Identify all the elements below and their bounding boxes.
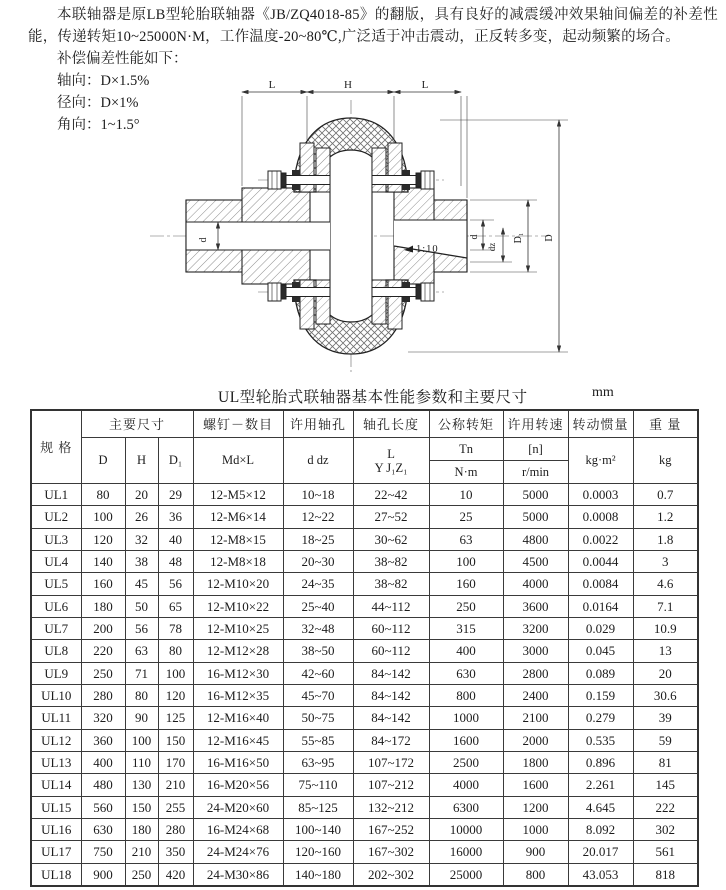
table-header xyxy=(31,410,698,484)
table-cell: 4000 xyxy=(503,573,568,595)
col-inertia: 转动惯量 xyxy=(568,410,633,438)
table-cell: 16-M20×56 xyxy=(193,774,283,796)
table-cell: 12-M16×45 xyxy=(193,729,283,751)
table-cell: 84~142 xyxy=(353,707,429,729)
table-cell: 320 xyxy=(81,707,125,729)
table-cell: 24-M30×86 xyxy=(193,863,283,886)
table-cell: 800 xyxy=(503,863,568,886)
table-cell: 120 xyxy=(81,528,125,550)
table-cell: 30~62 xyxy=(353,528,429,550)
table-row xyxy=(31,528,698,550)
table-row xyxy=(31,506,698,528)
table-cell: UL2 xyxy=(31,506,81,528)
table-cell: 18~25 xyxy=(283,528,353,550)
table-cell: UL3 xyxy=(31,528,81,550)
table-cell: 36 xyxy=(158,506,193,528)
table-cell: 84~172 xyxy=(353,729,429,751)
table-cell: 250 xyxy=(429,595,503,617)
table-cell: 160 xyxy=(429,573,503,595)
table-cell: 48 xyxy=(158,550,193,572)
table-cell: 5000 xyxy=(503,484,568,506)
table-cell: 315 xyxy=(429,617,503,639)
table-cell: 630 xyxy=(81,818,125,840)
table-cell: 12-M8×18 xyxy=(193,550,283,572)
table-row xyxy=(31,662,698,684)
table-cell: 0.279 xyxy=(568,707,633,729)
table-cell: 63 xyxy=(429,528,503,550)
table-row xyxy=(31,617,698,639)
table-cell: 16-M24×68 xyxy=(193,818,283,840)
table-cell: 100~140 xyxy=(283,818,353,840)
table-row xyxy=(31,729,698,751)
dim-dz: dz xyxy=(487,242,497,252)
table-cell: 1.2 xyxy=(633,506,698,528)
table-cell: UL7 xyxy=(31,617,81,639)
table-cell: 2000 xyxy=(503,729,568,751)
table-cell: 24~35 xyxy=(283,573,353,595)
table-cell: 38 xyxy=(125,550,158,572)
table-cell: 280 xyxy=(81,684,125,706)
table-cell: 1.8 xyxy=(633,528,698,550)
table-cell: 12-M5×12 xyxy=(193,484,283,506)
col-screws-sub: Md×L xyxy=(193,438,283,484)
taper-label: 1:10 xyxy=(416,244,439,255)
radial-spec: 径向：D×1% xyxy=(57,95,139,111)
table-cell: 145 xyxy=(633,774,698,796)
table-cell: 43.053 xyxy=(568,863,633,886)
table-cell: 107~212 xyxy=(353,774,429,796)
col-weight-unit: kg xyxy=(633,438,698,484)
table-cell: 30.6 xyxy=(633,684,698,706)
table-row xyxy=(31,595,698,617)
table-cell: 120 xyxy=(158,684,193,706)
table-cell: 25~40 xyxy=(283,595,353,617)
table-cell: 13 xyxy=(633,640,698,662)
technical-drawing xyxy=(0,78,726,388)
table-cell: 4800 xyxy=(503,528,568,550)
table-cell: UL1 xyxy=(31,484,81,506)
table-cell: 50~75 xyxy=(283,707,353,729)
table-cell: 12-M10×25 xyxy=(193,617,283,639)
col-screws: 螺钉－数目 xyxy=(193,410,283,438)
table-cell: 29 xyxy=(158,484,193,506)
table-cell: 2100 xyxy=(503,707,568,729)
table-cell: UL6 xyxy=(31,595,81,617)
table-cell: 0.0022 xyxy=(568,528,633,550)
table-cell: 4.645 xyxy=(568,796,633,818)
table-cell: 4500 xyxy=(503,550,568,572)
col-speed-sym: [n] xyxy=(503,438,568,461)
table-unit: mm xyxy=(592,385,614,400)
table-cell: UL14 xyxy=(31,774,81,796)
table-row xyxy=(31,707,698,729)
table-cell: 80 xyxy=(158,640,193,662)
table-cell: 750 xyxy=(81,841,125,863)
table-cell: 170 xyxy=(158,751,193,773)
table-cell: 84~142 xyxy=(353,662,429,684)
col-speed-unit: r/min xyxy=(503,461,568,484)
table-cell: 38~82 xyxy=(353,550,429,572)
dim-D: D xyxy=(544,234,555,242)
table-cell: UL18 xyxy=(31,863,81,886)
table-cell: 12-M10×22 xyxy=(193,595,283,617)
table-cell: UL4 xyxy=(31,550,81,572)
table-cell: 200 xyxy=(81,617,125,639)
col-H: H xyxy=(125,438,158,484)
table-cell: UL10 xyxy=(31,684,81,706)
table-cell: 0.029 xyxy=(568,617,633,639)
dim-H: H xyxy=(344,79,352,91)
table-cell: 250 xyxy=(81,662,125,684)
inner-sleeve xyxy=(330,150,372,322)
table-cell: 561 xyxy=(633,841,698,863)
table-cell: 120~160 xyxy=(283,841,353,863)
table-cell: 110 xyxy=(125,751,158,773)
table-row xyxy=(31,863,698,886)
table-cell: 71 xyxy=(125,662,158,684)
spec-table xyxy=(30,409,699,887)
col-torque: 公称转矩 xyxy=(429,410,503,438)
table-cell: UL11 xyxy=(31,707,81,729)
table-cell: UL17 xyxy=(31,841,81,863)
table-cell: 12~22 xyxy=(283,506,353,528)
table-cell: 63 xyxy=(125,640,158,662)
table-cell: 56 xyxy=(158,573,193,595)
table-cell: 32~48 xyxy=(283,617,353,639)
table-cell: 16-M16×50 xyxy=(193,751,283,773)
col-bore-len-sub xyxy=(353,438,429,484)
table-cell: 0.159 xyxy=(568,684,633,706)
table-cell: 1000 xyxy=(503,818,568,840)
table-cell: 560 xyxy=(81,796,125,818)
table-cell: 3 xyxy=(633,550,698,572)
dim-L-right: L xyxy=(421,79,429,91)
table-cell: 65 xyxy=(158,595,193,617)
table-cell: 16000 xyxy=(429,841,503,863)
table-cell: 150 xyxy=(125,796,158,818)
table-cell: 130 xyxy=(125,774,158,796)
table-cell: 0.0084 xyxy=(568,573,633,595)
table-cell: 38~82 xyxy=(353,573,429,595)
table-cell: 2400 xyxy=(503,684,568,706)
table-cell: 0.0003 xyxy=(568,484,633,506)
table-cell: 3000 xyxy=(503,640,568,662)
table-cell: 2800 xyxy=(503,662,568,684)
table-cell: UL8 xyxy=(31,640,81,662)
table-cell: 60~112 xyxy=(353,640,429,662)
table-cell: 480 xyxy=(81,774,125,796)
table-cell: 210 xyxy=(125,841,158,863)
table-cell: 7.1 xyxy=(633,595,698,617)
col-bore-sub: d dz xyxy=(283,438,353,484)
table-cell: 22~42 xyxy=(353,484,429,506)
table-cell: 12-M16×40 xyxy=(193,707,283,729)
table-cell: UL5 xyxy=(31,573,81,595)
table-cell: 222 xyxy=(633,796,698,818)
table-cell: 350 xyxy=(158,841,193,863)
table-cell: 0.896 xyxy=(568,751,633,773)
table-cell: 125 xyxy=(158,707,193,729)
table-cell: 6300 xyxy=(429,796,503,818)
table-cell: 100 xyxy=(81,506,125,528)
table-cell: 107~172 xyxy=(353,751,429,773)
table-cell: 84~142 xyxy=(353,684,429,706)
table-cell: UL16 xyxy=(31,818,81,840)
table-cell: 250 xyxy=(125,863,158,886)
table-cell: 16-M12×30 xyxy=(193,662,283,684)
table-cell: 100 xyxy=(429,550,503,572)
table-cell: 0.535 xyxy=(568,729,633,751)
table-cell: 24-M24×76 xyxy=(193,841,283,863)
table-cell: UL12 xyxy=(31,729,81,751)
col-weight: 重 量 xyxy=(633,410,698,438)
table-cell: 630 xyxy=(429,662,503,684)
table-body xyxy=(31,484,698,886)
dim-L-left: L xyxy=(268,79,276,91)
table-cell: 3200 xyxy=(503,617,568,639)
table-cell: 10.9 xyxy=(633,617,698,639)
table-cell: 100 xyxy=(125,729,158,751)
table-cell: 40 xyxy=(158,528,193,550)
table-cell: 0.7 xyxy=(633,484,698,506)
table-cell: 27~52 xyxy=(353,506,429,528)
axial-spec: 轴向：D×1.5% xyxy=(57,73,150,89)
table-cell: 10 xyxy=(429,484,503,506)
table-cell: UL13 xyxy=(31,751,81,773)
table-cell: 55~85 xyxy=(283,729,353,751)
table-cell: 24-M20×60 xyxy=(193,796,283,818)
table-cell: 302 xyxy=(633,818,698,840)
table-cell: 2.261 xyxy=(568,774,633,796)
col-inertia-unit: kg·m² xyxy=(568,438,633,484)
col-bore-len: 轴孔长度 xyxy=(353,410,429,438)
table-title: UL型轮胎式联轴器基本性能参数和主要尺寸 xyxy=(218,389,528,406)
col-torque-sym: Tn xyxy=(429,438,503,461)
table-cell: 50 xyxy=(125,595,158,617)
bore-len-L: L xyxy=(387,446,395,461)
table-cell: 20 xyxy=(633,662,698,684)
compensation-heading: 补偿偏差性能如下： xyxy=(57,51,188,67)
table-cell: 400 xyxy=(429,640,503,662)
table-cell: 140~180 xyxy=(283,863,353,886)
table-row xyxy=(31,841,698,863)
col-D1: D₁ xyxy=(158,438,193,484)
table-cell: 42~60 xyxy=(283,662,353,684)
table-row xyxy=(31,684,698,706)
col-D: D xyxy=(81,438,125,484)
dim-d-left: d xyxy=(198,237,209,243)
table-cell: 1600 xyxy=(503,774,568,796)
table-row xyxy=(31,751,698,773)
table-cell: 180 xyxy=(81,595,125,617)
table-cell: 140 xyxy=(81,550,125,572)
table-title-row xyxy=(0,385,726,405)
table-cell: 8.092 xyxy=(568,818,633,840)
table-cell: 59 xyxy=(633,729,698,751)
table-cell: 180 xyxy=(125,818,158,840)
table-cell: UL15 xyxy=(31,796,81,818)
table-cell: 5000 xyxy=(503,506,568,528)
table-cell: 12-M12×28 xyxy=(193,640,283,662)
table-row xyxy=(31,640,698,662)
table-cell: 39 xyxy=(633,707,698,729)
table-cell: 3600 xyxy=(503,595,568,617)
table-cell: 1200 xyxy=(503,796,568,818)
col-speed: 许用转速 xyxy=(503,410,568,438)
table-cell: 160 xyxy=(81,573,125,595)
table-cell: 1000 xyxy=(429,707,503,729)
table-cell: 220 xyxy=(81,640,125,662)
col-bore: 许用轴孔 xyxy=(283,410,353,438)
table-cell: 100 xyxy=(158,662,193,684)
table-cell: 16-M12×35 xyxy=(193,684,283,706)
table-row xyxy=(31,818,698,840)
table-cell: 25000 xyxy=(429,863,503,886)
table-cell: 80 xyxy=(81,484,125,506)
table-row xyxy=(31,484,698,506)
col-main-dims: 主要尺寸 xyxy=(81,410,193,438)
coupling-cross-section xyxy=(0,78,726,388)
table-cell: 255 xyxy=(158,796,193,818)
table-cell: 20~30 xyxy=(283,550,353,572)
table-cell: 167~302 xyxy=(353,841,429,863)
table-cell: 1600 xyxy=(429,729,503,751)
table-cell: 4.6 xyxy=(633,573,698,595)
table-cell: 280 xyxy=(158,818,193,840)
table-cell: 20 xyxy=(125,484,158,506)
table-cell: 44~112 xyxy=(353,595,429,617)
table-row xyxy=(31,550,698,572)
table-cell: 10000 xyxy=(429,818,503,840)
table-cell: 0.045 xyxy=(568,640,633,662)
table-cell: 45~70 xyxy=(283,684,353,706)
table-cell: 0.0044 xyxy=(568,550,633,572)
table-cell: 56 xyxy=(125,617,158,639)
table-cell: 400 xyxy=(81,751,125,773)
table-cell: 80 xyxy=(125,684,158,706)
table-cell: 4000 xyxy=(429,774,503,796)
dim-d-right: d xyxy=(469,234,480,240)
table-cell: UL9 xyxy=(31,662,81,684)
col-spec: 规 格 xyxy=(31,410,81,484)
table-cell: 12-M8×15 xyxy=(193,528,283,550)
table-cell: 1800 xyxy=(503,751,568,773)
angular-spec: 角向：1~1.5° xyxy=(57,117,140,133)
table-cell: 210 xyxy=(158,774,193,796)
table-cell: 167~252 xyxy=(353,818,429,840)
table-cell: 78 xyxy=(158,617,193,639)
table-cell: 60~112 xyxy=(353,617,429,639)
table-cell: 800 xyxy=(429,684,503,706)
table-cell: 12-M6×14 xyxy=(193,506,283,528)
table-cell: 90 xyxy=(125,707,158,729)
bore-len-types: Y J₁Z₁ xyxy=(374,460,408,475)
table-cell: 45 xyxy=(125,573,158,595)
table-cell: 2500 xyxy=(429,751,503,773)
table-cell: 818 xyxy=(633,863,698,886)
dim-D1: D₁ xyxy=(513,232,524,244)
table-row xyxy=(31,573,698,595)
col-torque-unit: N·m xyxy=(429,461,503,484)
table-row xyxy=(31,774,698,796)
table-cell: 150 xyxy=(158,729,193,751)
table-cell: 12-M10×20 xyxy=(193,573,283,595)
table-cell: 38~50 xyxy=(283,640,353,662)
table-cell: 10~18 xyxy=(283,484,353,506)
table-cell: 420 xyxy=(158,863,193,886)
table-cell: 900 xyxy=(81,863,125,886)
table-cell: 25 xyxy=(429,506,503,528)
table-cell: 0.0008 xyxy=(568,506,633,528)
table-cell: 81 xyxy=(633,751,698,773)
table-cell: 75~110 xyxy=(283,774,353,796)
table-cell: 32 xyxy=(125,528,158,550)
intro-paragraph: 本联轴器是原LB型轮胎联轴器《JB/ZQ4018-85》的翻版，具有良好的减震缓冲效果轴间偏差的补差性能，传递转矩10~25000N·M，工作温度-20~80℃,广泛适于冲击震动，正反转多变，起动频繁的场合。 xyxy=(28,7,718,45)
table-row xyxy=(31,796,698,818)
table-cell: 360 xyxy=(81,729,125,751)
table-cell: 26 xyxy=(125,506,158,528)
table-cell: 132~212 xyxy=(353,796,429,818)
table-cell: 900 xyxy=(503,841,568,863)
table-cell: 63~95 xyxy=(283,751,353,773)
table-cell: 0.0164 xyxy=(568,595,633,617)
table-cell: 202~302 xyxy=(353,863,429,886)
table-cell: 20.017 xyxy=(568,841,633,863)
table-cell: 0.089 xyxy=(568,662,633,684)
table-cell: 85~125 xyxy=(283,796,353,818)
